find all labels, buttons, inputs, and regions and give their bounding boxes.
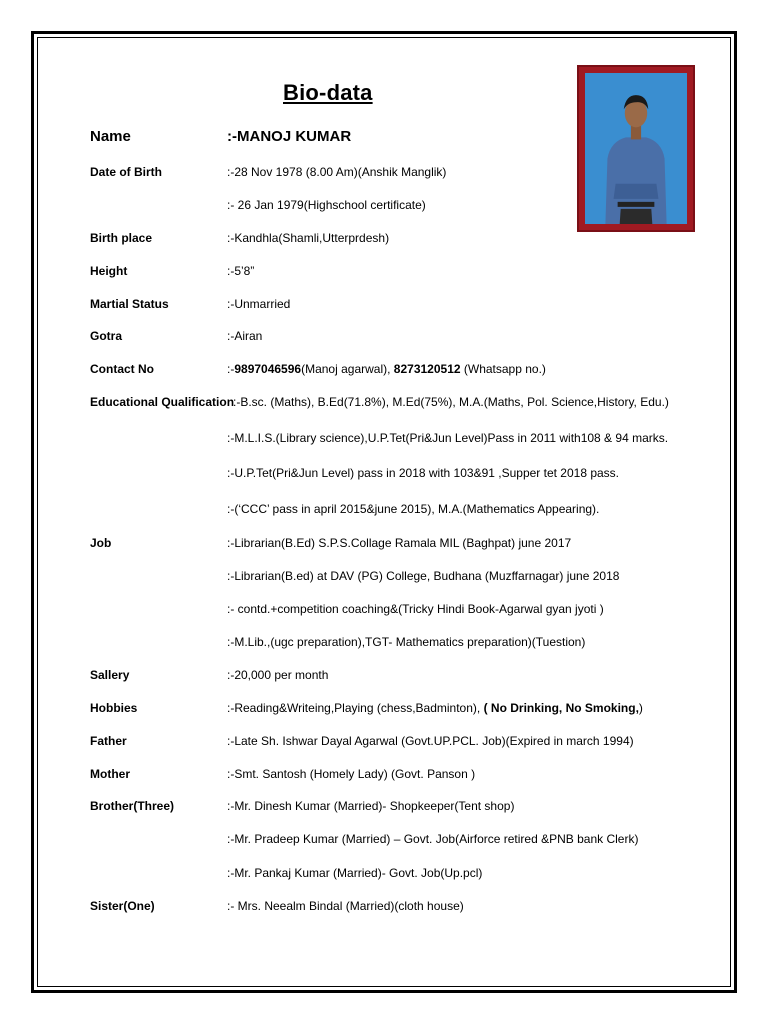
field-value: :- 26 Jan 1979(Highschool certificate) [227,198,426,212]
field-value-part: ( No Drinking, No Smoking, [483,701,639,715]
field-label: Sallery [90,668,130,682]
field-value: :-B.sc. (Maths), B.Ed(71.8%), M.Ed(75%), M.A.(Maths, Pol. Science,History, Edu.) [233,395,669,409]
field-value-part: ) [638,701,643,715]
field-label: Brother(Three) [90,799,175,813]
field-value: :-Mr. Pradeep Kumar (Married) – Govt. Job(Airforce retired &PNB bank Clerk) [227,832,639,846]
field-value-part: :-Reading&Writeing,Playing (chess,Badminton), [227,701,484,715]
field-label: Father [90,734,127,748]
field-value-part: (Whatsapp no.) [460,362,546,376]
field-label: Martial Status [90,297,169,311]
field-value: :- contd.+competition coaching&(Tricky Hindi Book-Agarwal gyan jyoti ) [227,602,604,616]
field-label: Contact No [90,362,154,376]
field-value: :-20,000 per month [227,668,329,682]
field-value: :- Mrs. Neealm Bindal (Married)(cloth house) [227,899,464,913]
field-value [227,701,643,715]
field-value: :-Librarian(B.ed) at DAV (PG) College, Budhana (Muzffarnagar) june 2018 [227,569,620,583]
field-label: Educational Qualification [90,395,235,409]
field-label: Gotra [90,329,123,343]
field-value: :-(‘CCC’ pass in april 2015&june 2015), M.A.(Mathematics Appearing). [227,502,600,516]
field-label: Date of Birth [90,165,162,179]
field-value-part: (Manoj agarwal), [301,362,394,376]
page-title: Bio-data [283,80,373,105]
field-label: Mother [90,767,130,781]
field-value: :-Late Sh. Ishwar Dayal Agarwal (Govt.UP.PCL. Job)(Expired in march 1994) [227,734,634,748]
field-value: :-Kandhla(Shamli,Utterprdesh) [227,231,390,245]
field-value-part: 9897046596 [234,362,302,376]
field-label: Height [90,264,128,278]
field-value: :-Mr. Pankaj Kumar (Married)- Govt. Job(Up.pcl) [227,866,483,880]
field-value: :-U.P.Tet(Pri&Jun Level) pass in 2018 with 103&91 ,Supper tet 2018 pass. [227,466,620,480]
field-value: :-28 Nov 1978 (8.00 Am)(Anshik Manglik) [227,165,447,179]
field-label: Sister(One) [90,899,155,913]
field-label: Job [90,536,112,550]
field-value: :-MANOJ KUMAR [227,128,352,145]
field-value: :-Airan [227,329,263,343]
field-value: :-Unmarried [227,297,291,311]
field-value-part: :- [227,362,235,376]
profile-photo [577,65,695,232]
field-value: :-Mr. Dinesh Kumar (Married)- Shopkeeper(Tent shop) [227,799,515,813]
field-value-part: 8273120512 [393,362,461,376]
field-label: Birth place [90,231,153,245]
field-value: :-M.Lib.,(ugc preparation),TGT- Mathematics preparation)(Tuestion) [227,635,586,649]
field-value: :-M.L.I.S.(Library science),U.P.Tet(Pri&Jun Level)Pass in 2011 with108 & 94 marks. [227,431,669,445]
field-label: Name [90,128,131,145]
field-value: :-5’8” [227,264,255,278]
field-label: Hobbies [90,701,138,715]
field-value: :-Librarian(B.Ed) S.P.S.Collage Ramala MIL (Baghpat) june 2017 [227,536,572,550]
field-value: :-Smt. Santosh (Homely Lady) (Govt. Panson ) [227,767,476,781]
field-value [227,362,546,376]
portrait-photo-icon [585,73,687,224]
